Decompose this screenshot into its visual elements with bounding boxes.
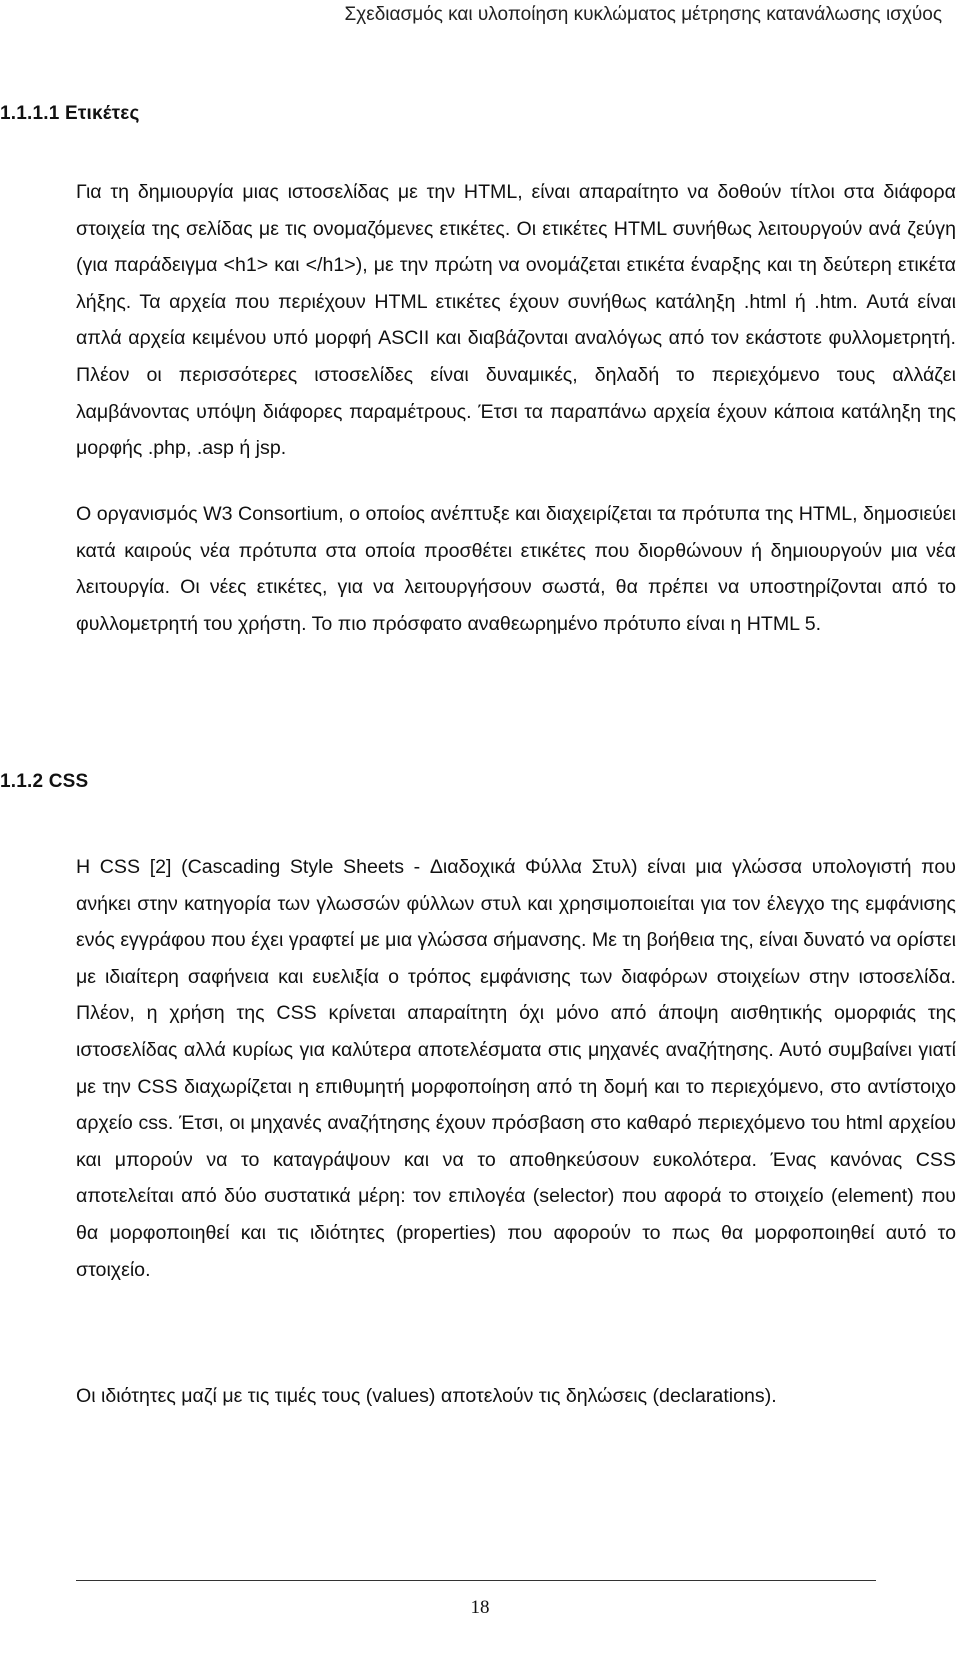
section-heading-html-tags: 1.1.1.1 Ετικέτες [0, 103, 140, 124]
paragraph-html-tags: Για τη δημιουργία μιας ιστοσελίδας με την HTML, είναι απαραίτητο να δοθούν τίτλοι στα διάφορα στοιχεία της σελίδας με τις ονομαζόμενες ετικέτες. Οι ετικέτες HTML συνήθως λειτουργούν ανά ζεύγη (για παράδειγμα <h1> και </h1>), με την πρώτη να ονομάζεται ετικέτα έναρξης και τη δεύτερη ετικέτα λήξης. Τα αρχεία που περιέχουν HTML ετικέτες έχουν συνήθως κατάληξη .html ή .htm. Αυτά είναι απλά αρχεία κειμένου υπό μορφή ASCII και διαβάζονται αναλόγως από τον εκάστοτε φυλλομετρητή. Πλέον οι περισσότερες ιστοσελίδες είναι δυναμικές, δηλαδή το περιεχόμενο τους αλλάζει λαμβάνοντας υπόψη διάφορες παραμέτρους. Έτσι τα παραπάνω αρχεία έχουν κάποια κατάληξη της μορφής .php, .asp ή jsp. [76, 181, 956, 460]
running-header: Σχεδιασμός και υλοποίηση κυκλώματος μέτρησης κατανάλωσης ισχύος [344, 4, 942, 25]
page-number: 18 [470, 1597, 490, 1618]
paragraph-css-description: Η CSS [2] (Cascading Style Sheets - Διαδοχικά Φύλλα Στυλ) είναι μια γλώσσα υπολογιστή που ανήκει στην κατηγορία των γλωσσών φύλλων στυλ και χρησιμοποιείται για τον έλεγχο της εμφάνισης ενός εγγράφου που έχει γραφτεί με μια γλώσσα σήμανσης. Με τη βοήθεια της, είναι δυνατό να ορίστει με ιδιαίτερη σαφήνεια και ευελιξία ο τρόπος εμφάνισης των διαφόρων στοιχείων στην ιστοσελίδα. Πλέον, η χρήση της CSS κρίνεται απαραίτητη όχι μόνο από άποψη αισθητικής ομορφιάς της ιστοσελίδας αλλά κυρίως για καλύτερα αποτελέσματα στις μηχανές αναζήτησης. Αυτό συμβαίνει γιατί με την CSS διαχωρίζεται η επιθυμητή μορφοποίηση από τη δομή και το περιεχόμενο, στο αντίστοιχο αρχείο css. Έτσι, οι μηχανές αναζήτησης έχουν πρόσβαση στο καθαρό περιεχόμενο του html αρχείου και μπορούν να το καταγράψουν και να το αποθηκεύσουν ευκολότερα. Ένας κανόνας CSS αποτελείται από δύο συστατικά μέρη: τον επιλογέα (selector) που αφορά το στοιχείο (element) που θα μορφοποιηθεί και τις ιδιότητες (properties) που αφορούν το πως θα μορφοποιηθεί αυτό το στοιχείο. [76, 856, 956, 1281]
section-heading-css: 1.1.2 CSS [0, 771, 89, 792]
paragraph-w3-consortium: Ο οργανισμός W3 Consortium, ο οποίος ανέπτυξε και διαχειρίζεται τα πρότυπα της HTML, δημοσιεύει κατά καιρούς νέα πρότυπα στα οποία προσθέτει ετικέτες που διορθώνουν ή δημιουργούν μια νέα λειτουργία. Οι νέες ετικέτες, για να λειτουργήσουν σωστά, θα πρέπει να υποστηρίζονται από το φυλλομετρητή του χρήστη. Το πιο πρόσφατο αναθεωρημένο πρότυπο είναι η HTML 5. [76, 503, 956, 635]
footer-rule [76, 1580, 876, 1581]
paragraph-css-declarations: Οι ιδιότητες μαζί με τις τιμές τους (values) αποτελούν τις δηλώσεις (declarations). [76, 1385, 777, 1407]
